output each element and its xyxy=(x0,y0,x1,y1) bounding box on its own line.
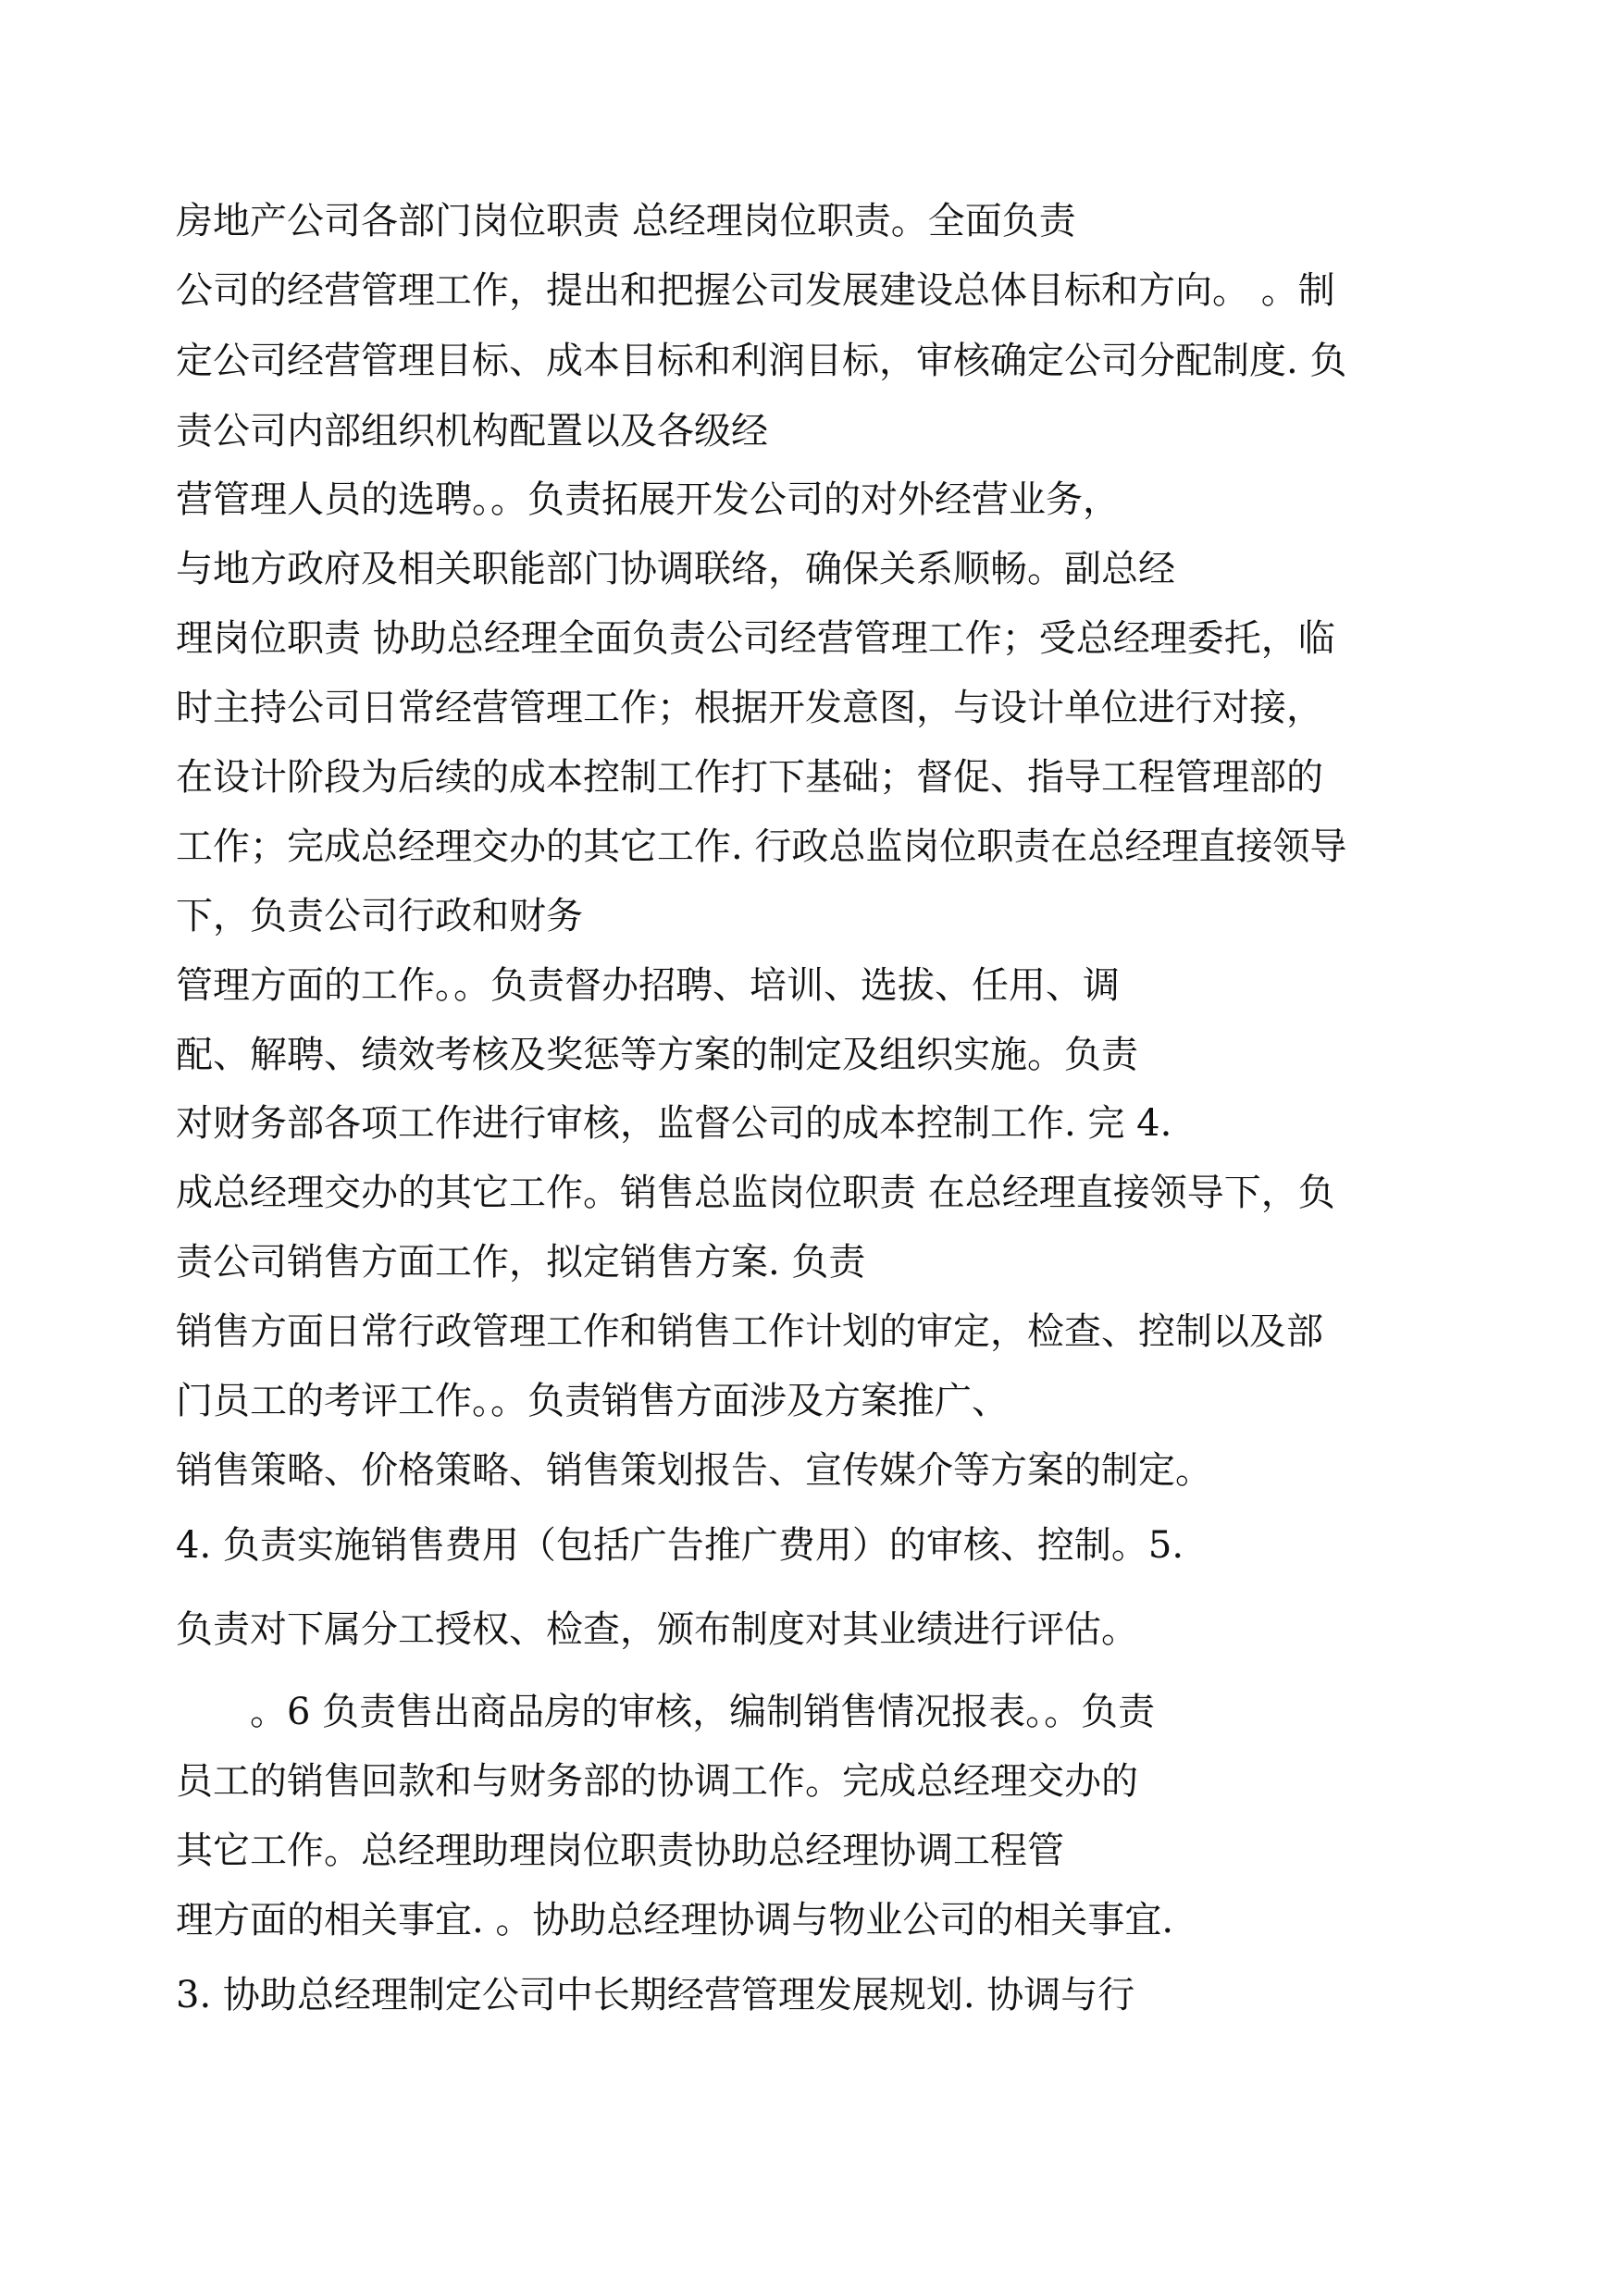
text-line: 对财务部各项工作进行审核，监督公司的成本控制工作. 完 4. xyxy=(176,1102,1172,1145)
text-line: 理方面的相关事宜. 。协助总经理协调与物业公司的相关事宜. xyxy=(176,1899,1174,1941)
text-line: 成总经理交办的其它工作。销售总监岗位职责 在总经理直接领导下，负 xyxy=(176,1172,1335,1214)
text-line: 理岗位职责 协助总经理全面负责公司经营管理工作；受总经理委托，临 xyxy=(176,617,1335,660)
text-line: 管理方面的工作。。负责督办招聘、培训、选拔、任用、调 xyxy=(176,964,1120,1007)
text-line: 定公司经营管理目标、成本目标和利润目标，审核确定公司分配制度. 负 xyxy=(176,340,1347,382)
text-line: 门员工的考评工作。。负责销售方面涉及方案推广、 xyxy=(176,1380,1009,1422)
text-line: 销售策略、价格策略、销售策划报告、宣传媒介等方案的制定。 xyxy=(176,1449,1212,1492)
text-line: 工作；完成总经理交办的其它工作. 行政总监岗位职责在总经理直接领导 xyxy=(176,825,1347,868)
text-line: 责公司内部组织机构配置以及各级经 xyxy=(176,410,768,453)
text-line: 与地方政府及相关职能部门协调联络，确保关系顺畅。副总经 xyxy=(176,548,1175,590)
text-line: 4. 负责实施销售费用（包括广告推广费用）的审核、控制。5. xyxy=(176,1524,1184,1567)
text-line: 销售方面日常行政管理工作和销售工作计划的审定，检查、控制以及部 xyxy=(176,1310,1323,1353)
text-line: 时主持公司日常经营管理工作；根据开发意图，与设计单位进行对接， xyxy=(176,687,1323,729)
text-line: 。6 负责售出商品房的审核，编制销售情况报表。。负责 xyxy=(250,1691,1156,1733)
text-line: 负责对下属分工授权、检查，颁布制度对其业绩进行评估。 xyxy=(176,1608,1138,1651)
text-line: 公司的经营管理工作，提出和把握公司发展建设总体目标和方向。 。制 xyxy=(176,269,1335,312)
text-line: 房地产公司各部门岗位职责 总经理岗位职责。全面负责 xyxy=(176,200,1076,242)
text-line: 责公司销售方面工作，拟定销售方案. 负责 xyxy=(176,1241,866,1284)
text-line: 在设计阶段为后续的成本控制工作打下基础；督促、指导工程管理部的 xyxy=(176,756,1323,799)
text-line: 3. 协助总经理制定公司中长期经营管理发展规划. 协调与行 xyxy=(176,1974,1135,2016)
text-line: 营管理人员的选聘。。负责拓展开发公司的对外经营业务， xyxy=(176,478,1120,521)
text-line: 配、解聘、绩效考核及奖惩等方案的制定及组织实施。负责 xyxy=(176,1034,1138,1076)
text-line: 下，负责公司行政和财务 xyxy=(176,895,583,937)
text-line: 员工的销售回款和与财务部的协调工作。完成总经理交办的 xyxy=(176,1760,1138,1803)
text-line: 其它工作。总经理助理岗位职责协助总经理协调工程管 xyxy=(176,1830,1064,1872)
